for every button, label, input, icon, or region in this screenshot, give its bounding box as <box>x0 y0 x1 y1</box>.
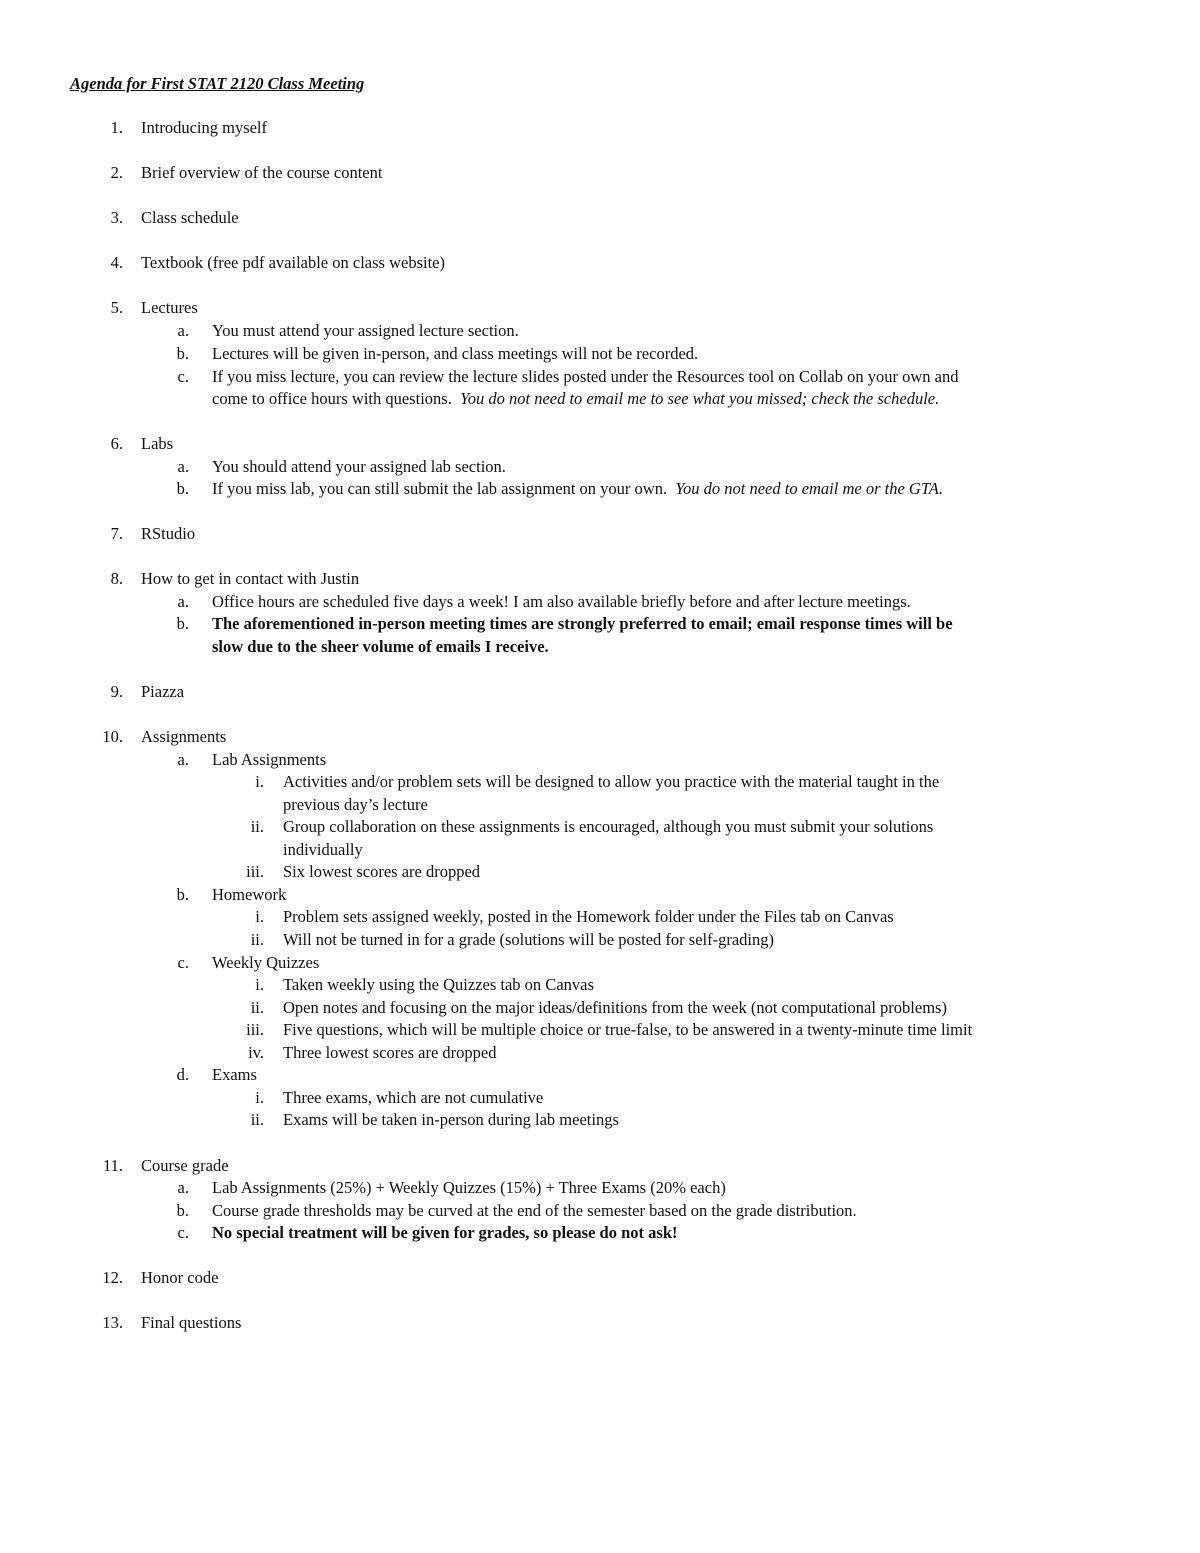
item-number: 2. <box>110 163 123 182</box>
item-letter: d. <box>176 1065 189 1084</box>
item-text: If you miss lecture, you can review the lecture slides posted under the Resources tool on Collab on your own and <box>212 367 959 386</box>
item-text: Three lowest scores are dropped <box>283 1043 497 1062</box>
item-text: Taken weekly using the Quizzes tab on Canvas <box>283 975 594 994</box>
item-letter: a. <box>177 592 189 611</box>
item-text-continued: previous day’s lecture <box>283 795 428 814</box>
item-text: Lectures <box>141 298 198 317</box>
item-number: 7. <box>110 524 123 543</box>
item-text: Six lowest scores are dropped <box>283 862 481 881</box>
italic-note: You do not need to email me or the GTA. <box>675 479 943 498</box>
item-letter: a. <box>177 321 189 340</box>
item-roman: iii. <box>246 862 264 881</box>
item-text: Lectures will be given in-person, and class meetings will not be recorded. <box>212 344 699 363</box>
item-roman: iii. <box>246 1020 264 1039</box>
item-text-continued: slow due to the sheer volume of emails I receive. <box>212 637 549 656</box>
item-letter: c. <box>177 367 189 386</box>
item-text: Three exams, which are not cumulative <box>283 1088 544 1107</box>
item-text: Lab Assignments <box>212 750 327 769</box>
item-text-continued: come to office hours with questions. <box>212 389 452 408</box>
item-text: The aforementioned in-person meeting times are strongly preferred to email; email response times will be <box>212 614 953 633</box>
item-letter: b. <box>176 885 189 904</box>
item-text: Five questions, which will be multiple choice or true-false, to be answered in a twenty-minute time limit <box>283 1020 973 1039</box>
item-letter: a. <box>177 750 189 769</box>
item-number: 4. <box>110 253 123 272</box>
item-text: Labs <box>141 434 174 453</box>
item-text: Final questions <box>141 1313 242 1332</box>
item-number: 1. <box>110 118 123 137</box>
item-text: Piazza <box>141 682 185 701</box>
item-roman: i. <box>255 975 264 994</box>
item-roman: i. <box>255 772 264 791</box>
item-number: 9. <box>110 682 123 701</box>
item-text: Homework <box>212 885 287 904</box>
item-text: No special treatment will be given for grades, so please do not ask! <box>212 1223 678 1242</box>
item-text: Textbook (free pdf available on class website) <box>141 253 445 272</box>
item-text: Group collaboration on these assignments is encouraged, although you must submit your solutions <box>283 817 934 836</box>
item-text-continued: individually <box>283 840 363 859</box>
item-letter: b. <box>176 479 189 498</box>
item-text: Class schedule <box>141 208 239 227</box>
item-letter: a. <box>177 1178 189 1197</box>
item-roman: iv. <box>248 1043 264 1062</box>
item-text: Course grade thresholds may be curved at the end of the semester based on the grade distribution. <box>212 1201 857 1220</box>
item-text: Lab Assignments (25%) + Weekly Quizzes (15%) + Three Exams (20% each) <box>212 1178 726 1197</box>
item-text: You must attend your assigned lecture section. <box>212 321 519 340</box>
item-text: If you miss lab, you can still submit the lab assignment on your own. <box>212 479 668 498</box>
item-letter: c. <box>177 953 189 972</box>
item-number: 11. <box>102 1156 123 1175</box>
item-letter: a. <box>177 457 189 476</box>
item-number: 10. <box>102 727 123 746</box>
item-text: RStudio <box>141 524 196 543</box>
item-number: 5. <box>110 298 123 317</box>
item-text: Problem sets assigned weekly, posted in the Homework folder under the Files tab on Canvas <box>283 907 894 926</box>
item-text: Honor code <box>141 1268 219 1287</box>
item-text: Will not be turned in for a grade (solutions will be posted for self-grading) <box>283 930 775 949</box>
item-roman: ii. <box>250 998 264 1017</box>
item-letter: c. <box>177 1223 189 1242</box>
item-roman: ii. <box>250 1110 264 1129</box>
item-letter: b. <box>176 344 189 363</box>
item-text: Exams <box>212 1065 257 1084</box>
item-text: Office hours are scheduled five days a week! I am also available briefly before and after lecture meetings. <box>212 592 911 611</box>
item-letter: b. <box>176 614 189 633</box>
item-text: Exams will be taken in-person during lab meetings <box>283 1110 619 1129</box>
item-number: 3. <box>110 208 123 227</box>
item-text: How to get in contact with Justin <box>141 569 360 588</box>
item-roman: i. <box>255 1088 264 1107</box>
item-number: 12. <box>102 1268 123 1287</box>
item-roman: ii. <box>250 817 264 836</box>
italic-note: You do not need to email me to see what you missed; check the schedule. <box>460 389 940 408</box>
item-number: 13. <box>102 1313 123 1332</box>
item-number: 6. <box>110 434 123 453</box>
item-text: Introducing myself <box>141 118 268 137</box>
item-text: Course grade <box>141 1156 229 1175</box>
document-title: Agenda for First STAT 2120 Class Meeting <box>70 74 365 93</box>
item-number: 8. <box>110 569 123 588</box>
item-letter: b. <box>176 1201 189 1220</box>
item-text: Weekly Quizzes <box>212 953 320 972</box>
item-text: You should attend your assigned lab section. <box>212 457 506 476</box>
item-text: Open notes and focusing on the major ideas/definitions from the week (not computational problems) <box>283 998 947 1017</box>
item-text: Activities and/or problem sets will be designed to allow you practice with the material taught in the <box>283 772 940 791</box>
item-roman: ii. <box>250 930 264 949</box>
item-roman: i. <box>255 907 264 926</box>
item-text: Assignments <box>141 727 227 746</box>
item-text: Brief overview of the course content <box>141 163 383 182</box>
